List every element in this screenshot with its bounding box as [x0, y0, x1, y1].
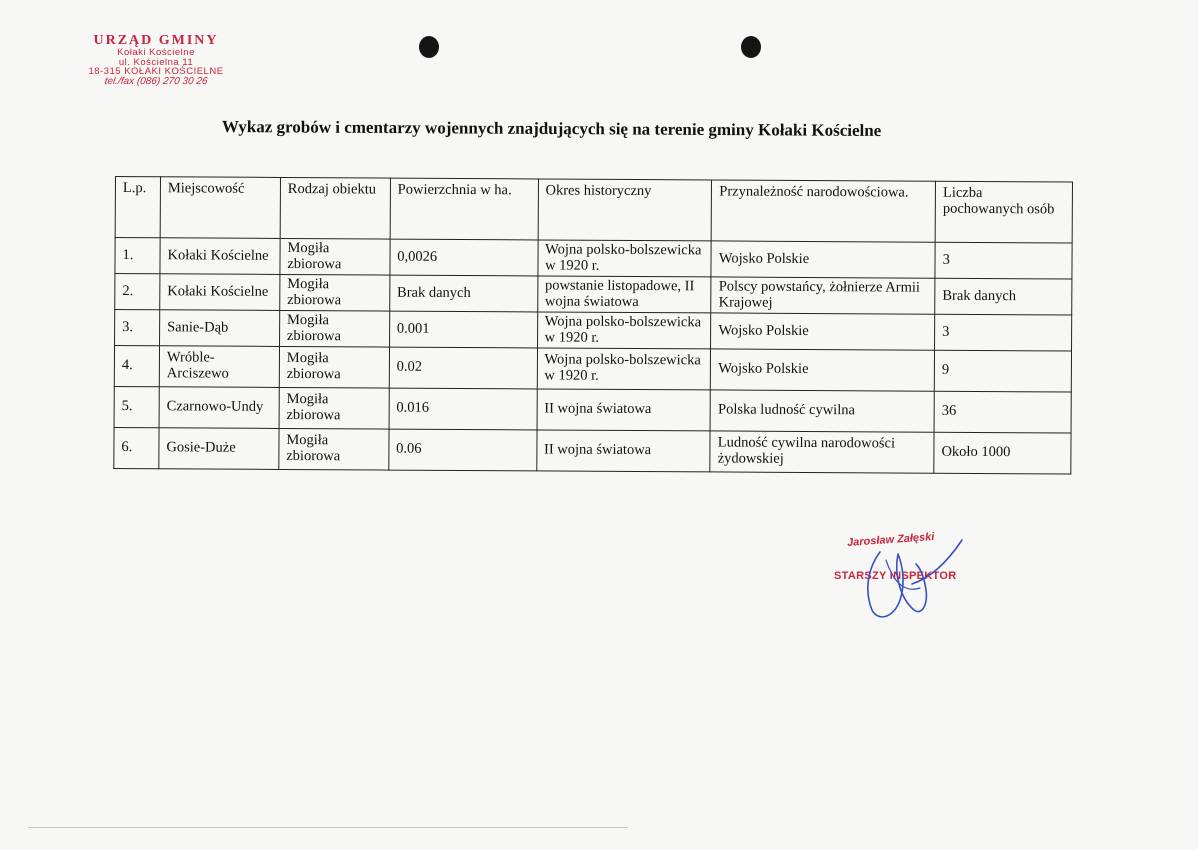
header-cell: Przynależność narodowościowa.: [711, 180, 935, 242]
table-cell: Gosie-Duże: [159, 428, 279, 470]
table-cell: 4.: [114, 346, 159, 387]
header-cell: Rodzaj obiektu: [280, 177, 390, 239]
table-cell: Mogiła zbiorowa: [279, 310, 389, 347]
signatory-name: Jarosław Załęski: [846, 530, 935, 550]
table-cell: 3: [935, 314, 1072, 351]
signature-stroke: [868, 540, 962, 617]
graves-table: [113, 176, 1073, 475]
footer-divider: [28, 827, 628, 828]
table-cell: Brak danych: [389, 275, 537, 312]
table-cell: Wojna polsko-bolszewicka w 1920 r.: [538, 240, 712, 277]
table-cell: Wróble-Arciszewo: [159, 346, 279, 388]
table-cell: II wojna światowa: [536, 430, 710, 472]
punch-hole-right: [741, 36, 761, 58]
table-cell: 5.: [114, 386, 159, 427]
table-cell: Kołaki Kościelne: [160, 274, 280, 311]
table-row: [114, 386, 1071, 433]
handwritten-signature: [822, 524, 972, 624]
table-cell: 2.: [115, 274, 160, 310]
table-cell: 6.: [114, 427, 159, 468]
signatory-role: STARSZY INSPEKTOR: [834, 570, 957, 582]
table-row: [115, 274, 1072, 316]
table-row: [114, 427, 1071, 474]
table-cell: Mogiła zbiorowa: [279, 428, 389, 470]
stamp-name: Kołaki Kościelne: [117, 47, 195, 58]
table-cell: Wojna polsko-bolszewicka w 1920 r.: [537, 312, 711, 349]
table-cell: Brak danych: [935, 278, 1072, 315]
table-cell: Wojsko Polskie: [711, 313, 935, 350]
punch-hole-left: [419, 36, 439, 58]
header-cell: Miejscowość: [160, 177, 280, 239]
table-row: [115, 310, 1072, 352]
table-row: [115, 238, 1072, 280]
table-cell: Mogiła zbiorowa: [280, 274, 390, 311]
table-cell: Około 1000: [934, 432, 1071, 474]
table-cell: 0,0026: [390, 239, 538, 276]
table-cell: powstanie listopadowe, II wojna światowa: [537, 276, 711, 313]
table-cell: 3: [935, 242, 1072, 279]
table-cell: Czarnowo-Undy: [159, 387, 279, 429]
table-cell: Polscy powstańcy, żołnierze Armii Krajowej: [711, 277, 935, 314]
stamp-office: URZĄD GMINY: [93, 33, 219, 48]
table-cell: 0.02: [389, 347, 537, 389]
header-cell: Okres historyczny: [538, 179, 712, 241]
table-cell: II wojna światowa: [537, 389, 711, 431]
table-cell: Mogiła zbiorowa: [279, 346, 389, 388]
table-row: [114, 346, 1071, 393]
header-cell: L.p.: [115, 177, 160, 238]
table-cell: 0.06: [389, 429, 537, 471]
table-cell: 3.: [115, 310, 160, 346]
table-header-row: [115, 177, 1072, 244]
header-cell: Powierzchnia w ha.: [390, 178, 538, 240]
table-cell: 0.001: [389, 311, 537, 348]
table-cell: 1.: [115, 238, 160, 274]
table-cell: Ludność cywilna narodowości żydowskiej: [710, 431, 934, 473]
table-cell: Wojsko Polskie: [711, 241, 935, 278]
table-cell: Wojsko Polskie: [711, 349, 935, 391]
stamp-phone: tel./fax (086) 270 30 26: [104, 75, 209, 87]
table-cell: Kołaki Kościelne: [160, 238, 280, 275]
table-cell: Mogiła zbiorowa: [279, 387, 389, 429]
header-cell: Liczba pochowanych osób: [935, 181, 1072, 243]
signature-block: [822, 524, 972, 624]
table-cell: 36: [934, 391, 1071, 433]
table-cell: 9: [934, 350, 1071, 392]
stamp-street: ul. Kościelna 11: [118, 56, 194, 68]
table-cell: Sanie-Dąb: [159, 310, 279, 347]
table-cell: Polska ludność cywilna: [710, 390, 934, 432]
table-cell: 0.016: [389, 388, 537, 430]
stamp-postal: 18-315 KOŁAKI KOŚCIELNE: [88, 66, 224, 77]
office-stamp: [66, 34, 246, 87]
document-title: Wykaz grobów i cmentarzy wojennych znajdujących się na terenie gminy Kołaki Kościelne: [221, 117, 882, 141]
table-cell: Wojna polsko-bolszewicka w 1920 r.: [537, 348, 711, 390]
table-cell: Mogiła zbiorowa: [280, 238, 390, 275]
